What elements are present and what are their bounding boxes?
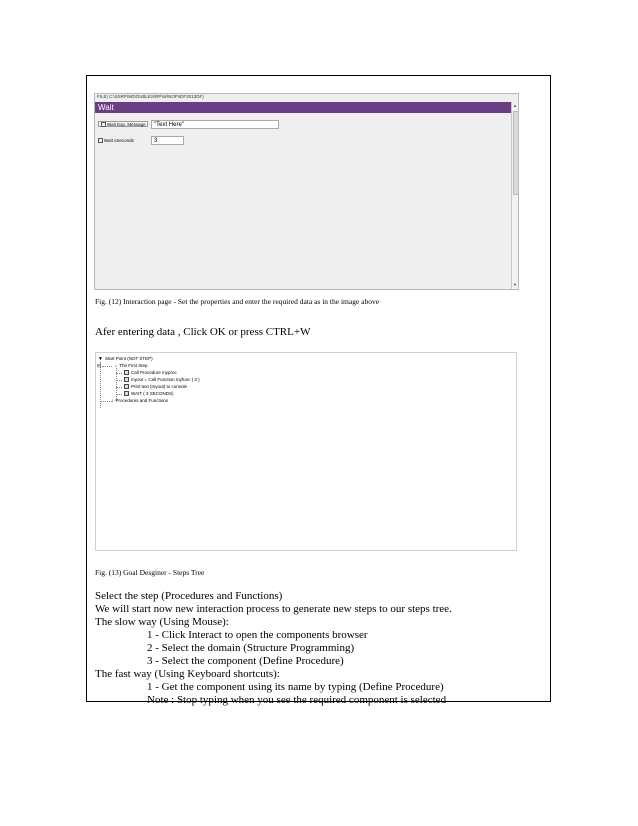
wait-seconds-label[interactable] (98, 138, 134, 143)
tree-item-label: Print text (myout) to console (131, 384, 188, 389)
tree-connector (116, 380, 122, 381)
figure-12-screenshot (94, 93, 519, 290)
figure-13-caption: Fig. (13) Goal Desginer - Steps Tree (95, 568, 205, 577)
tree-first-step[interactable] (97, 363, 148, 369)
tree-item[interactable] (116, 391, 174, 396)
tree-item-label: Call Procedure myproc (131, 370, 177, 375)
tree-connector (116, 387, 122, 388)
checkbox-icon[interactable] (101, 122, 106, 127)
text-line: The fast way (Using Keyboard shortcuts): (95, 668, 280, 680)
figure-12-caption: Fig. (12) Interaction page - Set the properties and enter the required data as in the image above (95, 297, 380, 306)
text-line: The slow way (Using Mouse): (95, 616, 229, 628)
scroll-down-icon[interactable]: ▼ (513, 282, 517, 287)
wait-icon (124, 391, 129, 396)
first-step-label: The First Step (119, 363, 148, 368)
tree-item[interactable] (116, 384, 187, 389)
tree-item-label: WAIT ( 3 SECONDS) (131, 391, 174, 396)
figure-13-steps-tree (95, 352, 517, 551)
wait-seconds-label-text: Wait xSeconds (104, 138, 134, 143)
tree-item-label: myout = Call Function myfunc ( 3 ) (131, 377, 200, 382)
tree-root-label: Start Point (NOT STEP) (104, 356, 153, 361)
function-icon (124, 377, 129, 382)
file-path: FILE| C:\SSRP\WDOUBLES\RP\W\NOF\IDF3013DF) (97, 94, 204, 99)
tree-connector (116, 394, 122, 395)
scroll-up-icon[interactable]: ▲ (513, 103, 517, 108)
checkbox-icon[interactable] (98, 138, 103, 143)
wait-seconds-input[interactable]: 3 (151, 136, 184, 145)
print-icon (124, 384, 129, 389)
vertical-scrollbar[interactable] (511, 102, 518, 289)
start-point-icon: ▼ (98, 356, 103, 362)
text-line: 1 - Click Interact to open the components browser (147, 629, 368, 641)
text-line: 1 - Get the component using its name by typing (Define Procedure) (147, 681, 444, 693)
tree-procedures[interactable] (100, 398, 168, 404)
scroll-thumb[interactable] (513, 111, 519, 195)
text-line: Note : Stop typing when you see the required component is selected (147, 694, 447, 706)
text-line: 3 - Select the component (Define Procedure) (147, 655, 344, 667)
tree-item[interactable] (116, 377, 200, 382)
tree-connector (116, 373, 122, 374)
procedures-label: Procedures and Functions (115, 398, 169, 403)
wait-message-label-text: Wait Exp. Message (107, 122, 146, 127)
tree-connector (102, 366, 112, 367)
step-arrow-icon: ↓ (111, 398, 114, 404)
panel-title: Wait (95, 102, 512, 113)
text-line: Select the step (Procedures and Functions) (95, 590, 283, 602)
tree-connector (100, 398, 114, 404)
text-line: We will start now new interaction process to generate new steps to our steps tree. (95, 603, 452, 615)
procedure-icon (124, 370, 129, 375)
tree-item[interactable] (116, 370, 177, 375)
collapse-icon[interactable]: ⊟ (97, 363, 101, 368)
tree-root[interactable] (98, 356, 153, 362)
step-arrow-icon: ↓ (114, 363, 118, 369)
wait-message-label[interactable] (98, 121, 148, 127)
wait-message-input[interactable]: "Text Here" (151, 120, 279, 129)
text-line: 2 - Select the domain (Structure Programming) (147, 642, 355, 654)
after-entering-text: Afer entering data , Click OK or press CTRL+W (95, 326, 311, 338)
